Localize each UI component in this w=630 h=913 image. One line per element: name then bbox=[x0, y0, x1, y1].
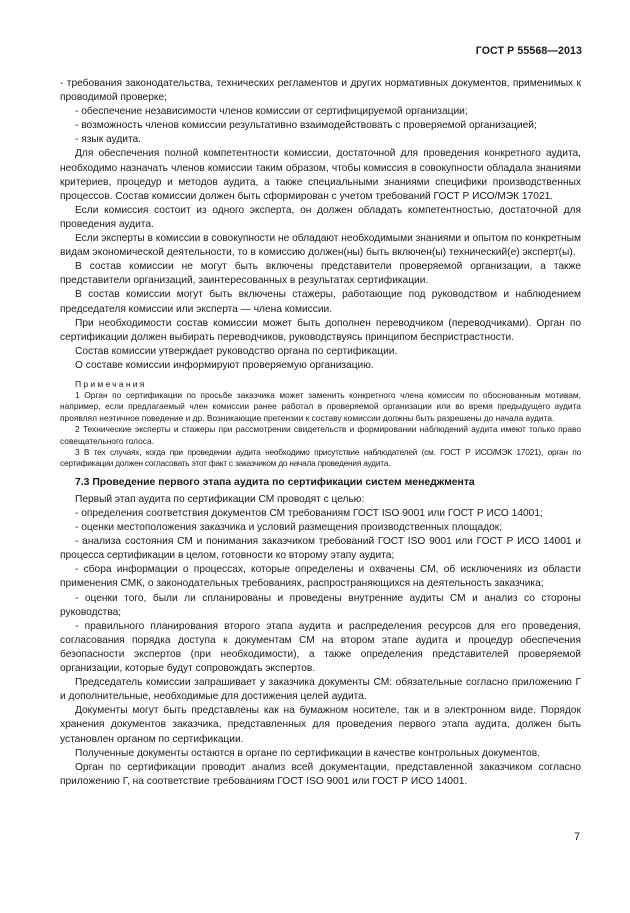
paragraph: Первый этап аудита по сертификации СМ проводят с целью: bbox=[75, 493, 365, 505]
paragraph: - возможность членов комиссии результативно взаимодействовать с проверяемой организацией; bbox=[75, 120, 537, 132]
paragraph: - язык аудита. bbox=[75, 134, 142, 146]
paragraph: Состав комиссии утверждает руководство органа по сертификации. bbox=[75, 345, 398, 357]
document-body bbox=[60, 77, 581, 789]
notes-title: Примечания bbox=[75, 378, 147, 389]
paragraph: - анализа состояния СМ и понимания заказчиком требований ГОСТ ISO 9001 или ГОСТ Р ИСО 14001 и процесса сертификации в целом, готовности ко второму этапу аудита; bbox=[60, 536, 581, 562]
note-item: 2 Технические эксперты и стажеры при рассмотрении свидетельств и формировании наблюдений аудита имеют только право совещательного голоса. bbox=[60, 424, 581, 446]
paragraph: Если комиссия состоит из одного эксперта, он должен обладать компетентностью, достаточной для проведения аудита. bbox=[60, 204, 581, 230]
standard-code: ГОСТ Р 55568—2013 bbox=[475, 45, 582, 57]
paragraph: При необходимости состав комиссии может быть дополнен переводчиком (переводчиками). Орган по сертификации должен выбирать переводчиков, руководствуясь принципом беспристрастности. bbox=[60, 317, 581, 343]
paragraph: Документы могут быть представлены как на бумажном носителе, так и в электронном виде. Порядок хранения документов заказчика, представленных для проведения первого этапа аудита, должен быть установлен органом по сертификации. bbox=[60, 705, 581, 745]
paragraph: - оценки того, были ли спланированы и проведены внутренние аудиты СМ и анализ со стороны руководства; bbox=[60, 592, 581, 618]
paragraph: - сбора информации о процессах, которые определены и охвачены СМ, об исключениях из области применения СМК, о законодательных требованиях, распространяющихся на деятельность заказчика; bbox=[60, 564, 581, 590]
paragraph: Орган по сертификации проводит анализ всей документации, представленной заказчиком согласно приложению Г, на соответствие требованиям ГОСТ ISO 9001 или ГОСТ Р ИСО 14001. bbox=[60, 761, 581, 787]
paragraph: Полученные документы остаются в органе по сертификации в качестве контрольных документов. bbox=[75, 747, 540, 759]
paragraph: В состав комиссии могут быть включены стажеры, работающие под руководством и наблюдением председателя комиссии или эксперта — члена комиссии. bbox=[60, 289, 581, 315]
paragraph: В состав комиссии не могут быть включены представители проверяемой организации, а также представители организаций, заинтересованных в результатах сертификации. bbox=[60, 261, 581, 287]
paragraph: - обеспечение независимости членов комиссии от сертифицируемой организации; bbox=[75, 106, 468, 118]
paragraph: О составе комиссии информируют проверяемую организацию. bbox=[75, 359, 374, 371]
paragraph: Для обеспечения полной компетентности комиссии, достаточной для проведения конкретного аудита, необходимо назначать членов комиссии таким образом, чтобы комиссия в совокупности обладала знаниями критериев, процедур и методов аудита, а также специальными знаниями специфики производственных процессов. Состав комиссии должен быть сформирован с учетом требований ГОСТ Р ИСО/МЭК 17021. bbox=[60, 148, 581, 202]
notes-block bbox=[60, 378, 581, 470]
paragraph: - требования законодательства, технических регламентов и других нормативных документов, применимых к проводимой проверке; bbox=[60, 78, 581, 104]
note-item: 3 В тех случаях, когда при проведении аудита необходимо присутствие наблюдателей (см. ГОСТ Р ИСО/МЭК 17021), орган по сертификации должен согласовать этот факт с заказчиком до начала проведения аудита. bbox=[60, 447, 581, 469]
paragraph: Председатель комиссии запрашивает у заказчика документы СМ: обязательные согласно приложению Г и дополнительные, необходимые для достижения целей аудита. bbox=[60, 677, 581, 703]
note-item: 1 Орган по сертификации по просьбе заказчика может заменить конкретного члена комиссии по обоснованным мотивам, например, если предлагаемый член комиссии ранее работал в проверяемой организации или во время предыдущего аудита проявлял неэтичное поведение и др. Возникающие претензии к составу комиссии должны быть разрешены до начала аудита. bbox=[60, 389, 581, 423]
page-number: 7 bbox=[574, 831, 580, 843]
paragraph: - оценки местоположения заказчика и условий размещения производственных площадок; bbox=[75, 522, 503, 534]
section-heading: 7.3 Проведение первого этапа аудита по сертификации систем менеджмента bbox=[75, 476, 475, 488]
paragraph: - определения соответствия документов СМ требованиям ГОСТ ISO 9001 или ГОСТ Р ИСО 14001; bbox=[75, 508, 543, 519]
paragraph: Если эксперты в комиссии в совокупности не обладают необходимыми знаниями и опытом по конкретным видам экономической деятельности, то в комиссию должен(ны) быть включен(ы) технический(е) эксперт(ы). bbox=[60, 233, 581, 259]
paragraph: - правильного планирования второго этапа аудита и распределения ресурсов для его проведения, согласования порядка доступа к документам СМ на втором этапе аудита и процедур обеспечения безопасности экспертов (при необходимости), а также определения представителей проверяемой организации, которые будут сопровождать экспертов. bbox=[60, 620, 581, 675]
